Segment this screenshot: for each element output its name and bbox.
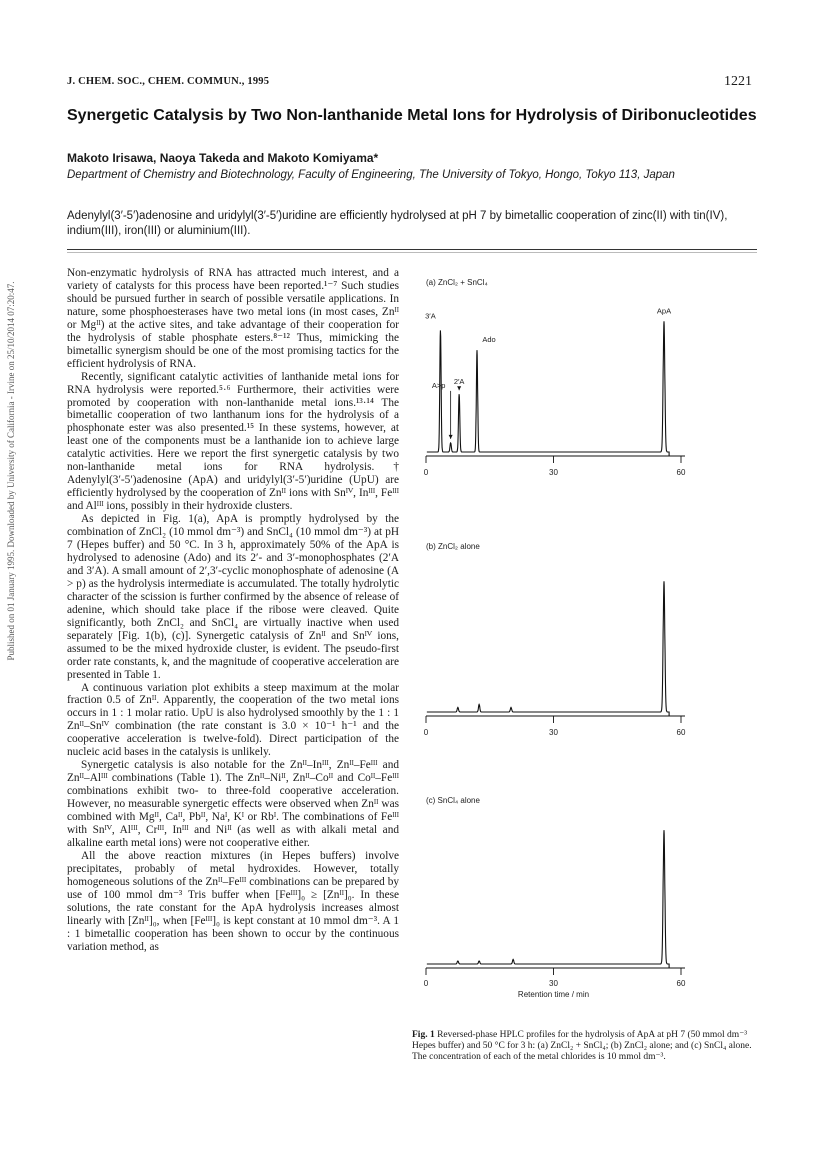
x-tick-label: 30 [549, 728, 558, 737]
peak-label: A>p [431, 380, 446, 390]
peak-label: Ado [482, 335, 496, 345]
article-title: Synergetic Catalysis by Two Non-lanthanide Metal Ions for Hydrolysis of Diribonucleotides [67, 107, 757, 124]
authors: Makoto Irisawa, Naoya Takeda and Makoto Komiyama* [67, 151, 379, 165]
x-tick-label: 0 [423, 468, 429, 477]
paragraph: Recently, significant catalytic activities of lanthanide metal ions for RNA hydrolysis were reported.⁵·⁶ Furthermore, their activities were promoted by cooperation with non-lanthanide metal ions.¹³·¹⁴ The bimetallic cooperation of two lanthanum ions for the hydrolysis of a phosphonate ester was also presented.¹⁵ In these systems, however, at least one of the components must be a lanthanide ion to achieve large catalytic activities. Here we report the first synergetic catalysis by two non-lanthanide metal ions for RNA hydrolysis.† Adenylyl(3′-5′)adenosine (ApA) and uridylyl(3′-5′)uridine (UpU) are efficiently hydrolysed by the cooperation of Znᴵᴵ ions with Snᴵⱽ, Inᴵᴵᴵ, Feᴵᴵᴵ and Alᴵᴵᴵ ions, possibly in their hydroxide clusters. [67, 370, 399, 513]
peak-label: ApA [656, 306, 672, 316]
x-tick-label: 60 [676, 468, 686, 477]
x-tick-label: 60 [676, 728, 686, 737]
affiliation: Department of Chemistry and Biotechnology, Faculty of Engineering, The University of Tokyo, Hongo, Tokyo 113, Japan [67, 169, 675, 181]
peak-label: 3′A [425, 311, 436, 321]
paragraph: All the above reaction mixtures (in Hepes buffers) involve precipitates, probably of metal hydroxides. However, totally homogeneous solutions of the Znᴵᴵ–Feᴵᴵᴵ combinations can be prepared by use of 100 mmol dm⁻³ Tris buffer when [Feᴵᴵᴵ]₀ ≥ [Znᴵᴵ]₀. In these solutions, the rate constant for the ApA hydrolysis increases almost linearly with [Znᴵᴵ]₀, when [Feᴵᴵᴵ]₀ is kept constant at 10 mmol dm⁻³. A 1 : 1 bimetallic cooperation has been shown to occur by the continuous variation method, as [67, 849, 399, 953]
panel-label: (a) ZnCl₂ + SnCl₄ [426, 278, 488, 287]
chromatogram-b [424, 542, 686, 737]
peak-arrowhead [457, 386, 461, 390]
x-tick-label: 30 [549, 979, 558, 988]
paragraph: Synergetic catalysis is also notable for the Znᴵᴵ–Inᴵᴵᴵ, Znᴵᴵ–Feᴵᴵᴵ and Znᴵᴵ–Alᴵᴵᴵ combinations (Table 1). The Znᴵᴵ–Niᴵᴵ, Znᴵᴵ–Coᴵᴵ and Coᴵᴵ–Feᴵᴵᴵ combinations exhibit two- to three-fold cooperative acceleration. However, no measurable synergetic effects were observed when Znᴵᴵ was combined with Mgᴵᴵ, Caᴵᴵ, Pbᴵᴵ, Naᴵ, Kᴵ or Rbᴵ. The combinations of Feᴵᴵᴵ with Snᴵⱽ, Alᴵᴵᴵ, Crᴵᴵᴵ, Inᴵᴵᴵ and Niᴵᴵ (as well as with alkali metal and alkaline earth metal ions) were not cooperative either. [67, 759, 399, 849]
page-number: 1221 [724, 74, 752, 89]
peak-label: 2′A [453, 377, 465, 387]
x-axis-label: Retention time / min [517, 990, 590, 999]
caption-text: Reversed-phase HPLC profiles for the hydrolysis of ApA at pH 7 (50 mmol dm⁻³ Hepes buffer) and 50 °C for 3 h: (a) ZnCl₂ + SnCl₄; (b) ZnCl₂ alone; and (c) SnCl₄ alone. The concentration of each of the metal chlorides is 10 mmol dm⁻³. [412, 1030, 752, 1063]
x-tick-label: 30 [549, 468, 558, 477]
x-tick-label: 0 [423, 979, 429, 988]
chromatogram-trace [427, 830, 685, 968]
chromatogram-trace [427, 581, 685, 716]
figure-caption [412, 1030, 762, 1064]
running-head: J. CHEM. SOC., CHEM. COMMUN., 1995 [67, 76, 270, 87]
abstract: Adenylyl(3′-5′)adenosine and uridylyl(3′-5′)uridine are efficiently hydrolysed at pH 7 by bimetallic cooperation of zinc(II) with tin(IV), indium(III), iron(III) or aluminium(III). [67, 210, 728, 237]
paragraph: Non-enzymatic hydrolysis of RNA has attracted much interest, and a variety of catalysts for this process have been reported.¹⁻⁷ Such studies should be pursued further in search of possible versatile applications. In nature, some phosphoesterases have two metal ions (in most cases, Znᴵᴵ or Mgᴵᴵ) at the active sites, and take advantage of their cooperation for the hydrolysis of stable phosphate esters.⁸⁻¹² Thus, mimicking the bimetallic synergism should be one of the most promising tactics for the efficient hydrolysis of RNA. [67, 267, 399, 370]
x-tick-label: 60 [676, 979, 686, 988]
chromatogram-a [424, 278, 686, 477]
panel-label: (c) SnCl₄ alone [426, 796, 480, 805]
paragraph: A continuous variation plot exhibits a steep maximum at the molar fraction 0.5 of Znᴵᴵ. Apparently, the cooperation of the two metal ions occurs in 1 : 1 molar ratio. UpU is also hydrolysed smoothly by the 1 : 1 Znᴵᴵ–Snᴵⱽ combination (the rate constant is 3.0 × 10⁻¹ h⁻¹ and the cooperative acceleration is twelve-fold). Direct participation of the nucleic acid bases in the catalysis is unlikely. [67, 681, 399, 759]
paragraph: As depicted in Fig. 1(a), ApA is promptly hydrolysed by the combination of ZnCl₂ (10 mmol dm⁻³) and SnCl₄ (10 mmol dm⁻³) at pH 7 (Hepes buffer) and 50 °C. In 3 h, approximately 50% of the ApA is hydrolysed to adenosine (Ado) and its 2′- and 3′-monophosphates (2′A and 3′A). A small amount of 2′,3′-cyclic monophosphate of adenosine (A > p) as the hydrolysis intermediate is accumulated. The totally hydrolytic character of the scission is further confirmed by the absence of release of adenine, which should take place if the ribose were cleaved. Quite significantly, both ZnCl₂ and SnCl₄ are virtually inactive when used separately [Fig. 1(b), (c)]. Synergetic catalysis of Znᴵᴵ and Snᴵⱽ ions, assumed to be the mixed hydroxide cluster, is evident. The pseudo-first order rate constants, k, and the magnitude of cooperative acceleration are presented in Table 1. [67, 513, 399, 681]
peak-arrowhead [449, 435, 453, 439]
chromatogram-c [424, 796, 686, 999]
x-tick-label: 0 [423, 728, 429, 737]
panel-label: (b) ZnCl₂ alone [426, 542, 480, 551]
chromatogram-trace [427, 321, 685, 456]
caption-label: Fig. 1 [412, 1030, 435, 1040]
download-notice-text: Published on 01 January 1995. Downloaded by University of California - Irvine on 25/10/2014 07:20:47. [6, 281, 16, 661]
